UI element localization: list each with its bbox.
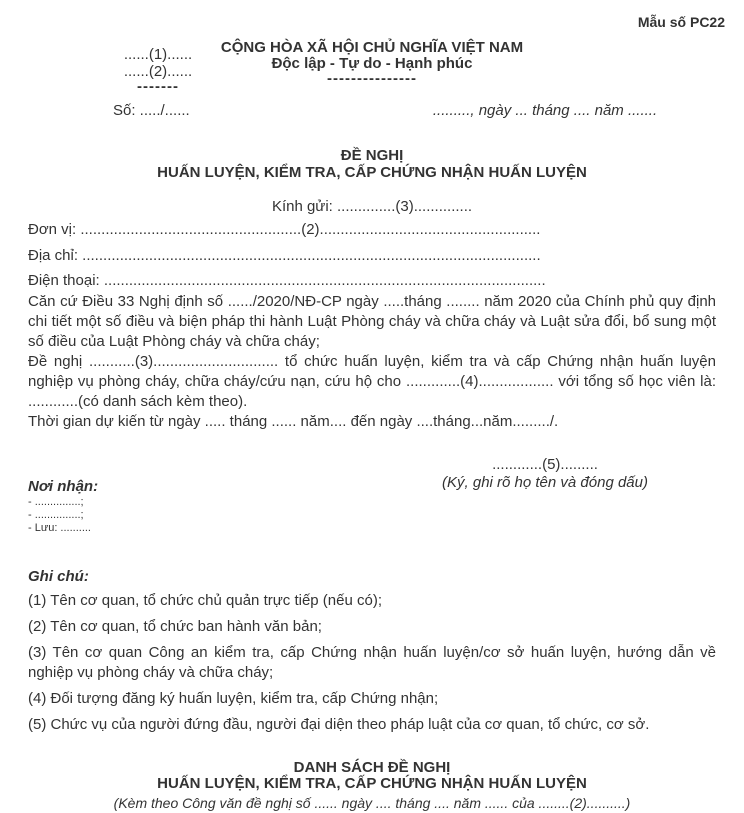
- attachment-title: [0, 760, 744, 792]
- issuing-org-block: [108, 46, 208, 94]
- org-separator: -------: [137, 78, 179, 95]
- document-number: Số: ...../......: [113, 102, 190, 119]
- field-don-vi: Đơn vị: .....................................................(2).....................................................: [28, 221, 541, 238]
- attachment-title-line-1: DANH SÁCH ĐỀ NGHỊ: [293, 759, 451, 776]
- org-line-1: ......(1)......: [123, 46, 193, 63]
- notes-list: [28, 591, 716, 741]
- attachment-title-line-2: HUẤN LUYỆN, KIỂM TRA, CẤP CHỨNG NHẬN HUẤN LUYỆN: [157, 775, 587, 792]
- form-number: Mẫu số PC22: [637, 14, 725, 30]
- paragraph-legal-basis: Căn cứ Điều 33 Nghị định số ....../2020/NĐ-CP ngày .....tháng ........ năm 2020 của Chính phủ quy định chi tiết một số điều và biện pháp thi hành Luật Phòng cháy và chữa cháy và Luật sửa đổi, bổ sung một số điều của Luật Phòng cháy và chữa cháy;: [28, 293, 716, 350]
- national-title: CỘNG HÒA XÃ HỘI CHỦ NGHĨA VIỆT NAM: [220, 39, 524, 56]
- recipients-item: - Lưu: ..........: [28, 522, 91, 534]
- paragraph-time: Thời gian dự kiến từ ngày ..... tháng ...... năm.... đến ngày ....tháng...năm........./.: [28, 413, 559, 430]
- note-item-1: (1) Tên cơ quan, tổ chức chủ quản trực tiếp (nếu có);: [28, 592, 382, 609]
- signature-block: [380, 456, 710, 492]
- national-motto: Độc lập - Tự do - Hạnh phúc: [271, 55, 473, 72]
- document-title: [0, 147, 744, 181]
- attachment-subtitle: (Kèm theo Công văn đề nghị số ...... ngày .... tháng .... năm ...... của ........(2)..........): [113, 795, 631, 811]
- note-item-3: (3) Tên cơ quan Công an kiểm tra, cấp Chứng nhận huấn luyện/cơ sở huấn luyện, hướng dẫn về nghiệp vụ phòng cháy và chữa cháy;: [28, 644, 716, 681]
- note-item-2: (2) Tên cơ quan, tổ chức ban hành văn bản;: [28, 618, 322, 635]
- paragraph-request: Đề nghị ...........(3).............................. tổ chức huấn luyện, kiểm tra và cấp Chứng nhận huấn luyện nghiệp vụ phòng cháy, chữa cháy/cứu nạn, cứu hộ cho .............(4).................. với tổng số học viên là: ............(có danh sách kèm theo).: [28, 353, 716, 410]
- title-line-1: ĐỀ NGHỊ: [340, 147, 404, 164]
- field-dia-chi: Địa chỉ: ..............................................................................................................: [28, 247, 541, 264]
- signature-position-line: ............(5).........: [492, 456, 598, 473]
- date-place-line: ........., ngày ... tháng .... năm .......: [432, 102, 658, 119]
- field-dien-thoai: Điện thoại: ..........................................................................................................: [28, 272, 546, 289]
- recipients-heading: Nơi nhận:: [28, 478, 99, 495]
- signature-instruction: (Ký, ghi rõ họ tên và đóng dấu): [442, 474, 648, 491]
- national-separator: ---------------: [327, 70, 417, 87]
- recipient-line: Kính gửi: ..............(3)..............: [271, 198, 473, 215]
- recipients-list: [28, 496, 91, 535]
- org-line-2: ......(2)......: [123, 63, 193, 80]
- notes-heading: Ghi chú:: [28, 568, 89, 585]
- recipients-item: - ...............;: [28, 509, 84, 521]
- note-item-4: (4) Đối tượng đăng ký huấn luyện, kiểm tra, cấp Chứng nhận;: [28, 690, 439, 707]
- title-line-2: HUẤN LUYỆN, KIỂM TRA, CẤP CHỨNG NHẬN HUẤN LUYỆN: [157, 164, 587, 181]
- note-item-5: (5) Chức vụ của người đứng đầu, người đại diện theo pháp luật của cơ quan, tổ chức, cơ sở.: [28, 716, 650, 733]
- recipients-item: - ...............;: [28, 496, 84, 508]
